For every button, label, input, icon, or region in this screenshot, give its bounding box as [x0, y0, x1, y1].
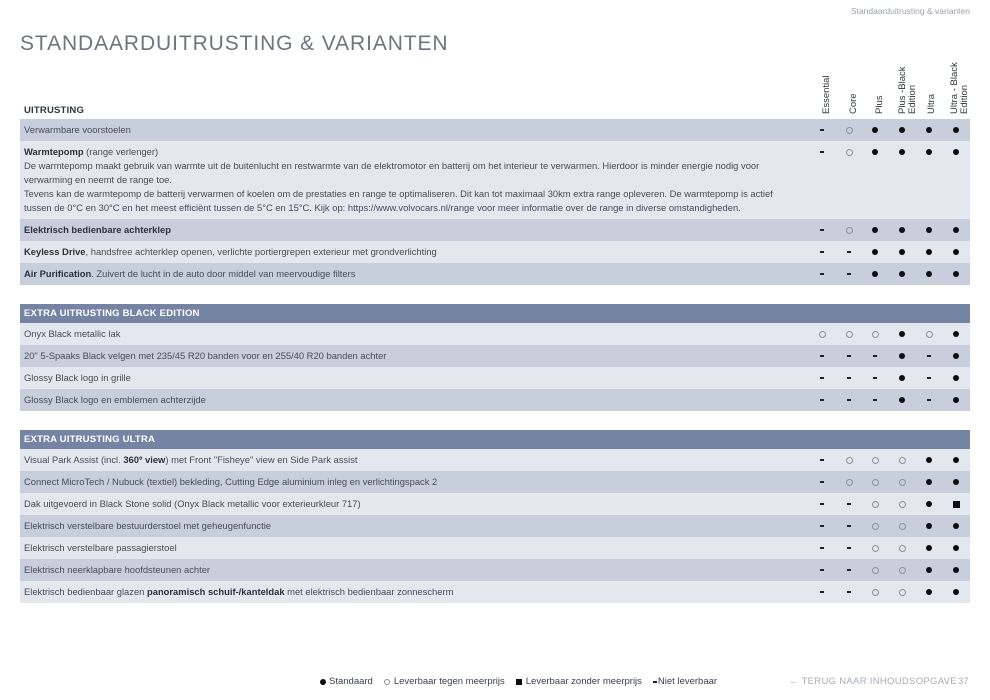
circle-icon: [872, 501, 879, 508]
availability-plus: [865, 219, 885, 241]
legend-label: Leverbaar tegen meerprijs: [393, 676, 505, 687]
availability-plus: [865, 141, 885, 163]
feature-text: Elektrisch neerklapbare hoofdsteunen achter: [24, 564, 211, 575]
dot-icon: [926, 457, 932, 463]
availability-plus: [865, 471, 885, 493]
variant-label: Essential: [821, 75, 832, 114]
variant-label: Core: [848, 93, 859, 114]
table-row: [20, 537, 970, 559]
availability-plus: [865, 263, 885, 285]
availability-core: [839, 515, 859, 537]
availability-plus-black-edition: [892, 345, 912, 367]
variant-label: Ultra - Black Edition: [949, 62, 970, 114]
variant-label: Ultra: [926, 93, 937, 114]
dot-icon: [926, 271, 932, 277]
availability-ultra: [919, 141, 939, 163]
dot-icon: [899, 397, 905, 403]
availability-ultra-black-edition: [946, 493, 966, 515]
dot-icon: [926, 479, 932, 485]
feature-text: Elektrisch bedienbaar glazen: [24, 586, 147, 597]
dot-icon: [899, 375, 905, 381]
availability-core: [839, 141, 859, 163]
circle-icon: [846, 479, 853, 486]
table-row: [20, 323, 970, 345]
availability-plus-black-edition: [892, 581, 912, 603]
availability-essential: [812, 449, 832, 471]
page-number: 37: [958, 676, 969, 687]
variant-ultra: [918, 54, 946, 114]
feature-text: Onyx Black metallic lak: [24, 328, 121, 339]
availability-plus: [865, 389, 885, 411]
dash-icon: [847, 569, 851, 571]
availability-ultra-black-edition: [946, 537, 966, 559]
availability-essential: [812, 119, 832, 141]
variant-label: Plus: [874, 95, 885, 114]
availability-ultra-black-edition: [946, 515, 966, 537]
availability-core: [839, 537, 859, 559]
dash-icon: [820, 503, 824, 505]
circle-icon: [899, 567, 906, 574]
table-row: [20, 559, 970, 581]
variant-essential: [813, 54, 841, 114]
dot-icon: [872, 271, 878, 277]
dash-icon: [820, 481, 824, 483]
square-icon: [516, 679, 522, 685]
dot-icon: [926, 249, 932, 255]
availability-core: [839, 219, 859, 241]
dot-icon: [953, 249, 959, 255]
availability-plus: [865, 367, 885, 389]
dash-icon: [820, 251, 824, 253]
availability-ultra: [919, 449, 939, 471]
feature-name-bold: Keyless Drive: [24, 246, 86, 257]
availability-essential: [812, 141, 832, 163]
circle-icon: [872, 589, 879, 596]
availability-core: [839, 581, 859, 603]
dash-icon: [847, 591, 851, 593]
availability-essential: [812, 389, 832, 411]
availability-ultra: [919, 537, 939, 559]
availability-plus: [865, 241, 885, 263]
dot-icon: [320, 679, 326, 685]
feature-text: Visual Park Assist (incl.: [24, 454, 124, 465]
availability-marks: [810, 219, 970, 241]
availability-core: [839, 323, 859, 345]
dash-icon: [820, 151, 824, 153]
circle-icon: [872, 545, 879, 552]
feature-text: Dak uitgevoerd in Black Stone solid (Onyx Black metallic voor exterieurkleur 717): [24, 498, 361, 509]
dot-icon: [926, 545, 932, 551]
section-black-edition: [20, 304, 970, 411]
dot-icon: [872, 149, 878, 155]
availability-plus: [865, 559, 885, 581]
dot-icon: [953, 375, 959, 381]
availability-ultra-black-edition: [946, 581, 966, 603]
availability-core: [839, 449, 859, 471]
section-ultra: [20, 430, 970, 603]
table-row: [20, 493, 970, 515]
dot-icon: [953, 331, 959, 337]
availability-marks: [810, 389, 970, 411]
availability-marks: [810, 471, 970, 493]
table-row: [20, 345, 970, 367]
legend-extra-cost: [384, 676, 505, 687]
section-standard-equipment: [20, 119, 970, 285]
dot-icon: [953, 397, 959, 403]
availability-core: [839, 559, 859, 581]
availability-marks: [810, 241, 970, 263]
circle-icon: [899, 501, 906, 508]
dot-icon: [926, 149, 932, 155]
availability-ultra-black-edition: [946, 323, 966, 345]
availability-marks: [810, 515, 970, 537]
availability-essential: [812, 559, 832, 581]
availability-marks: [810, 367, 970, 389]
column-header: [20, 56, 970, 118]
dot-icon: [899, 149, 905, 155]
dot-icon: [953, 479, 959, 485]
feature-name-bold: Elektrisch bedienbare achterklep: [24, 224, 171, 235]
availability-ultra: [919, 323, 939, 345]
running-head: Standaarduitrusting & varianten: [850, 6, 970, 16]
dot-icon: [872, 249, 878, 255]
column-header-label: UITRUSTING: [24, 105, 85, 116]
feature-text: Glossy Black logo en emblemen achterzijde: [24, 394, 206, 405]
circle-icon: [872, 457, 879, 464]
variant-label: Plus -Black Edition: [897, 66, 918, 114]
availability-ultra-black-edition: [946, 219, 966, 241]
availability-plus-black-edition: [892, 559, 912, 581]
circle-icon: [899, 545, 906, 552]
circle-icon: [872, 523, 879, 530]
circle-icon: [872, 479, 879, 486]
dot-icon: [926, 523, 932, 529]
availability-ultra-black-edition: [946, 367, 966, 389]
availability-ultra-black-edition: [946, 119, 966, 141]
legend-not-available: [653, 676, 717, 687]
availability-ultra: [919, 219, 939, 241]
availability-plus-black-edition: [892, 141, 912, 163]
circle-icon: [899, 457, 906, 464]
availability-plus: [865, 323, 885, 345]
feature-text: 20" 5-Spaaks Black velgen met 235/45 R20 banden voor en 255/40 R20 banden achter: [24, 350, 387, 361]
availability-ultra: [919, 241, 939, 263]
availability-plus-black-edition: [892, 263, 912, 285]
dash-icon: [847, 547, 851, 549]
feature-text: (range verlenger): [83, 146, 159, 157]
circle-icon: [846, 127, 853, 134]
dash-icon: [820, 591, 824, 593]
availability-essential: [812, 323, 832, 345]
availability-essential: [812, 263, 832, 285]
feature-text: met elektrisch bedienbaar zonnescherm: [284, 586, 454, 597]
availability-ultra: [919, 263, 939, 285]
variant-plus: [866, 54, 894, 114]
dash-icon: [820, 399, 824, 401]
availability-ultra-black-edition: [946, 241, 966, 263]
availability-marks: [810, 323, 970, 345]
dot-icon: [899, 353, 905, 359]
availability-marks: [810, 119, 970, 141]
availability-ultra: [919, 389, 939, 411]
table-row: [20, 141, 970, 219]
availability-marks: [810, 345, 970, 367]
page-title: STANDAARDUITRUSTING & VARIANTEN: [20, 32, 449, 55]
feature-text: . Zuivert de lucht in de auto door middel van meervoudige filters: [91, 268, 356, 279]
dash-icon: [820, 129, 824, 131]
availability-ultra: [919, 119, 939, 141]
dot-icon: [926, 501, 932, 507]
legend-label: Leverbaar zonder meerprijs: [525, 676, 642, 687]
circle-icon: [872, 331, 879, 338]
variant-ultra-black-edition: [946, 54, 974, 114]
legend-label: Niet leverbaar: [657, 676, 718, 687]
dash-icon: [847, 273, 851, 275]
availability-plus-black-edition: [892, 367, 912, 389]
dot-icon: [953, 227, 959, 233]
availability-marks: [810, 559, 970, 581]
circle-icon: [899, 523, 906, 530]
availability-ultra-black-edition: [946, 345, 966, 367]
availability-plus: [865, 515, 885, 537]
dot-icon: [899, 249, 905, 255]
dot-icon: [953, 127, 959, 133]
feature-text: Verwarmbare voorstoelen: [24, 124, 131, 135]
dot-icon: [926, 227, 932, 233]
legend-label: Standaard: [329, 676, 373, 687]
availability-ultra: [919, 515, 939, 537]
availability-ultra-black-edition: [946, 263, 966, 285]
availability-essential: [812, 581, 832, 603]
feature-name-bold: panoramisch schuif-/kanteldak: [147, 586, 285, 597]
circle-icon: [926, 331, 933, 338]
availability-core: [839, 263, 859, 285]
availability-essential: [812, 367, 832, 389]
availability-marks: [810, 537, 970, 559]
dash-icon: [847, 377, 851, 379]
feature-text: Glossy Black logo in grille: [24, 372, 131, 383]
availability-marks: [810, 581, 970, 603]
availability-core: [839, 367, 859, 389]
section-header: EXTRA UITRUSTING BLACK EDITION: [20, 304, 970, 323]
dot-icon: [953, 545, 959, 551]
legend: [320, 676, 728, 687]
circle-icon: [846, 331, 853, 338]
circle-icon: [899, 589, 906, 596]
circle-icon: [872, 567, 879, 574]
dot-icon: [872, 227, 878, 233]
availability-plus-black-edition: [892, 449, 912, 471]
availability-plus-black-edition: [892, 323, 912, 345]
table-row: [20, 449, 970, 471]
dash-icon: [927, 399, 931, 401]
availability-plus-black-edition: [892, 241, 912, 263]
dot-icon: [872, 127, 878, 133]
availability-marks: [810, 493, 970, 515]
dash-icon: [873, 399, 877, 401]
availability-plus: [865, 493, 885, 515]
dot-icon: [899, 331, 905, 337]
feature-detail-paragraph: Tevens kan de warmtepomp de batterij verwarmen of koelen om de prestaties en range te optimaliseren. Dit kan tot maximaal 30km extra range opleveren. De warmtepomp is actief tussen de 0°C en 30°C en het meest efficiënt tussen de 5°C en 15°C. Kijk op: https://www.volvocars.nl/range voor meer informatie over de range in diverse omstandigheden.: [24, 188, 773, 213]
availability-core: [839, 471, 859, 493]
availability-plus-black-edition: [892, 493, 912, 515]
availability-core: [839, 389, 859, 411]
dash-icon: [820, 525, 824, 527]
availability-plus: [865, 119, 885, 141]
table-row: [20, 389, 970, 411]
dot-icon: [899, 271, 905, 277]
availability-plus-black-edition: [892, 515, 912, 537]
dash-icon: [820, 459, 824, 461]
feature-name-bold: Warmtepomp: [24, 146, 84, 157]
dash-icon: [653, 681, 657, 683]
dot-icon: [926, 567, 932, 573]
feature-text: Elektrisch verstelbare passagierstoel: [24, 542, 177, 553]
feature-name-bold: Air Purification: [24, 268, 92, 279]
availability-marks: [810, 141, 970, 163]
availability-essential: [812, 471, 832, 493]
variant-core: [840, 54, 868, 114]
dot-icon: [899, 127, 905, 133]
table-row: [20, 515, 970, 537]
circle-icon: [819, 331, 826, 338]
back-to-contents-link[interactable]: ← TERUG NAAR INHOUDSOPGAVE: [789, 676, 957, 687]
dot-icon: [953, 271, 959, 277]
dash-icon: [847, 399, 851, 401]
availability-essential: [812, 219, 832, 241]
section-header: EXTRA UITRUSTING ULTRA: [20, 430, 970, 449]
feature-text: ) met Front "Fisheye" view en Side Park assist: [165, 454, 358, 465]
dot-icon: [899, 227, 905, 233]
availability-ultra-black-edition: [946, 389, 966, 411]
availability-plus-black-edition: [892, 471, 912, 493]
availability-ultra-black-edition: [946, 141, 966, 163]
table-row: [20, 471, 970, 493]
dash-icon: [820, 273, 824, 275]
dash-icon: [847, 251, 851, 253]
table-row: [20, 241, 970, 263]
availability-plus-black-edition: [892, 219, 912, 241]
availability-ultra-black-edition: [946, 559, 966, 581]
availability-ultra: [919, 559, 939, 581]
square-icon: [953, 501, 960, 508]
availability-essential: [812, 537, 832, 559]
dash-icon: [847, 503, 851, 505]
dash-icon: [847, 355, 851, 357]
dash-icon: [927, 377, 931, 379]
dash-icon: [927, 355, 931, 357]
availability-ultra: [919, 471, 939, 493]
availability-marks: [810, 263, 970, 285]
availability-ultra: [919, 367, 939, 389]
dash-icon: [873, 355, 877, 357]
availability-plus-black-edition: [892, 389, 912, 411]
availability-plus-black-edition: [892, 119, 912, 141]
availability-plus: [865, 345, 885, 367]
table-row: [20, 219, 970, 241]
availability-plus: [865, 537, 885, 559]
dash-icon: [820, 547, 824, 549]
circle-icon: [384, 679, 390, 685]
dash-icon: [820, 229, 824, 231]
availability-plus: [865, 581, 885, 603]
circle-icon: [846, 457, 853, 464]
availability-ultra-black-edition: [946, 471, 966, 493]
feature-text: Connect MicroTech / Nubuck (textiel) bekleding, Cutting Edge aluminium inleg en verlichtingspack 2: [24, 476, 438, 487]
availability-core: [839, 241, 859, 263]
availability-essential: [812, 493, 832, 515]
legend-standard: [320, 676, 373, 687]
dot-icon: [926, 589, 932, 595]
dot-icon: [953, 149, 959, 155]
feature-detail-paragraph: De warmtepomp maakt gebruik van warmte uit de buitenlucht en restwarmte van de elektromotor en batterij om het interieur te verwarmen. Hierdoor is minder energie nodig voor verwarming en neemt de range toe.: [24, 160, 760, 185]
availability-ultra-black-edition: [946, 449, 966, 471]
table-row: [20, 119, 970, 141]
dash-icon: [820, 355, 824, 357]
table-row: [20, 367, 970, 389]
dash-icon: [820, 569, 824, 571]
feature-text: Elektrisch verstelbare bestuurderstoel met geheugenfunctie: [24, 520, 272, 531]
legend-no-extra-cost: [516, 676, 642, 687]
availability-ultra: [919, 581, 939, 603]
availability-plus: [865, 449, 885, 471]
availability-plus-black-edition: [892, 537, 912, 559]
availability-ultra: [919, 493, 939, 515]
dot-icon: [953, 353, 959, 359]
dash-icon: [847, 525, 851, 527]
dot-icon: [953, 589, 959, 595]
table-row: [20, 263, 970, 285]
dash-icon: [820, 377, 824, 379]
feature-text: , handsfree achterklep openen, verlichte portiergrepen exterieur met grondverlichting: [85, 246, 437, 257]
circle-icon: [846, 149, 853, 156]
dash-icon: [873, 377, 877, 379]
feature-name-bold: 360º view: [123, 454, 166, 465]
dot-icon: [953, 523, 959, 529]
availability-marks: [810, 449, 970, 471]
table-row: [20, 581, 970, 603]
dot-icon: [926, 127, 932, 133]
availability-core: [839, 345, 859, 367]
availability-essential: [812, 241, 832, 263]
circle-icon: [846, 227, 853, 234]
availability-ultra: [919, 345, 939, 367]
availability-essential: [812, 515, 832, 537]
availability-essential: [812, 345, 832, 367]
availability-core: [839, 493, 859, 515]
dot-icon: [953, 457, 959, 463]
availability-core: [839, 119, 859, 141]
circle-icon: [899, 479, 906, 486]
dot-icon: [953, 567, 959, 573]
